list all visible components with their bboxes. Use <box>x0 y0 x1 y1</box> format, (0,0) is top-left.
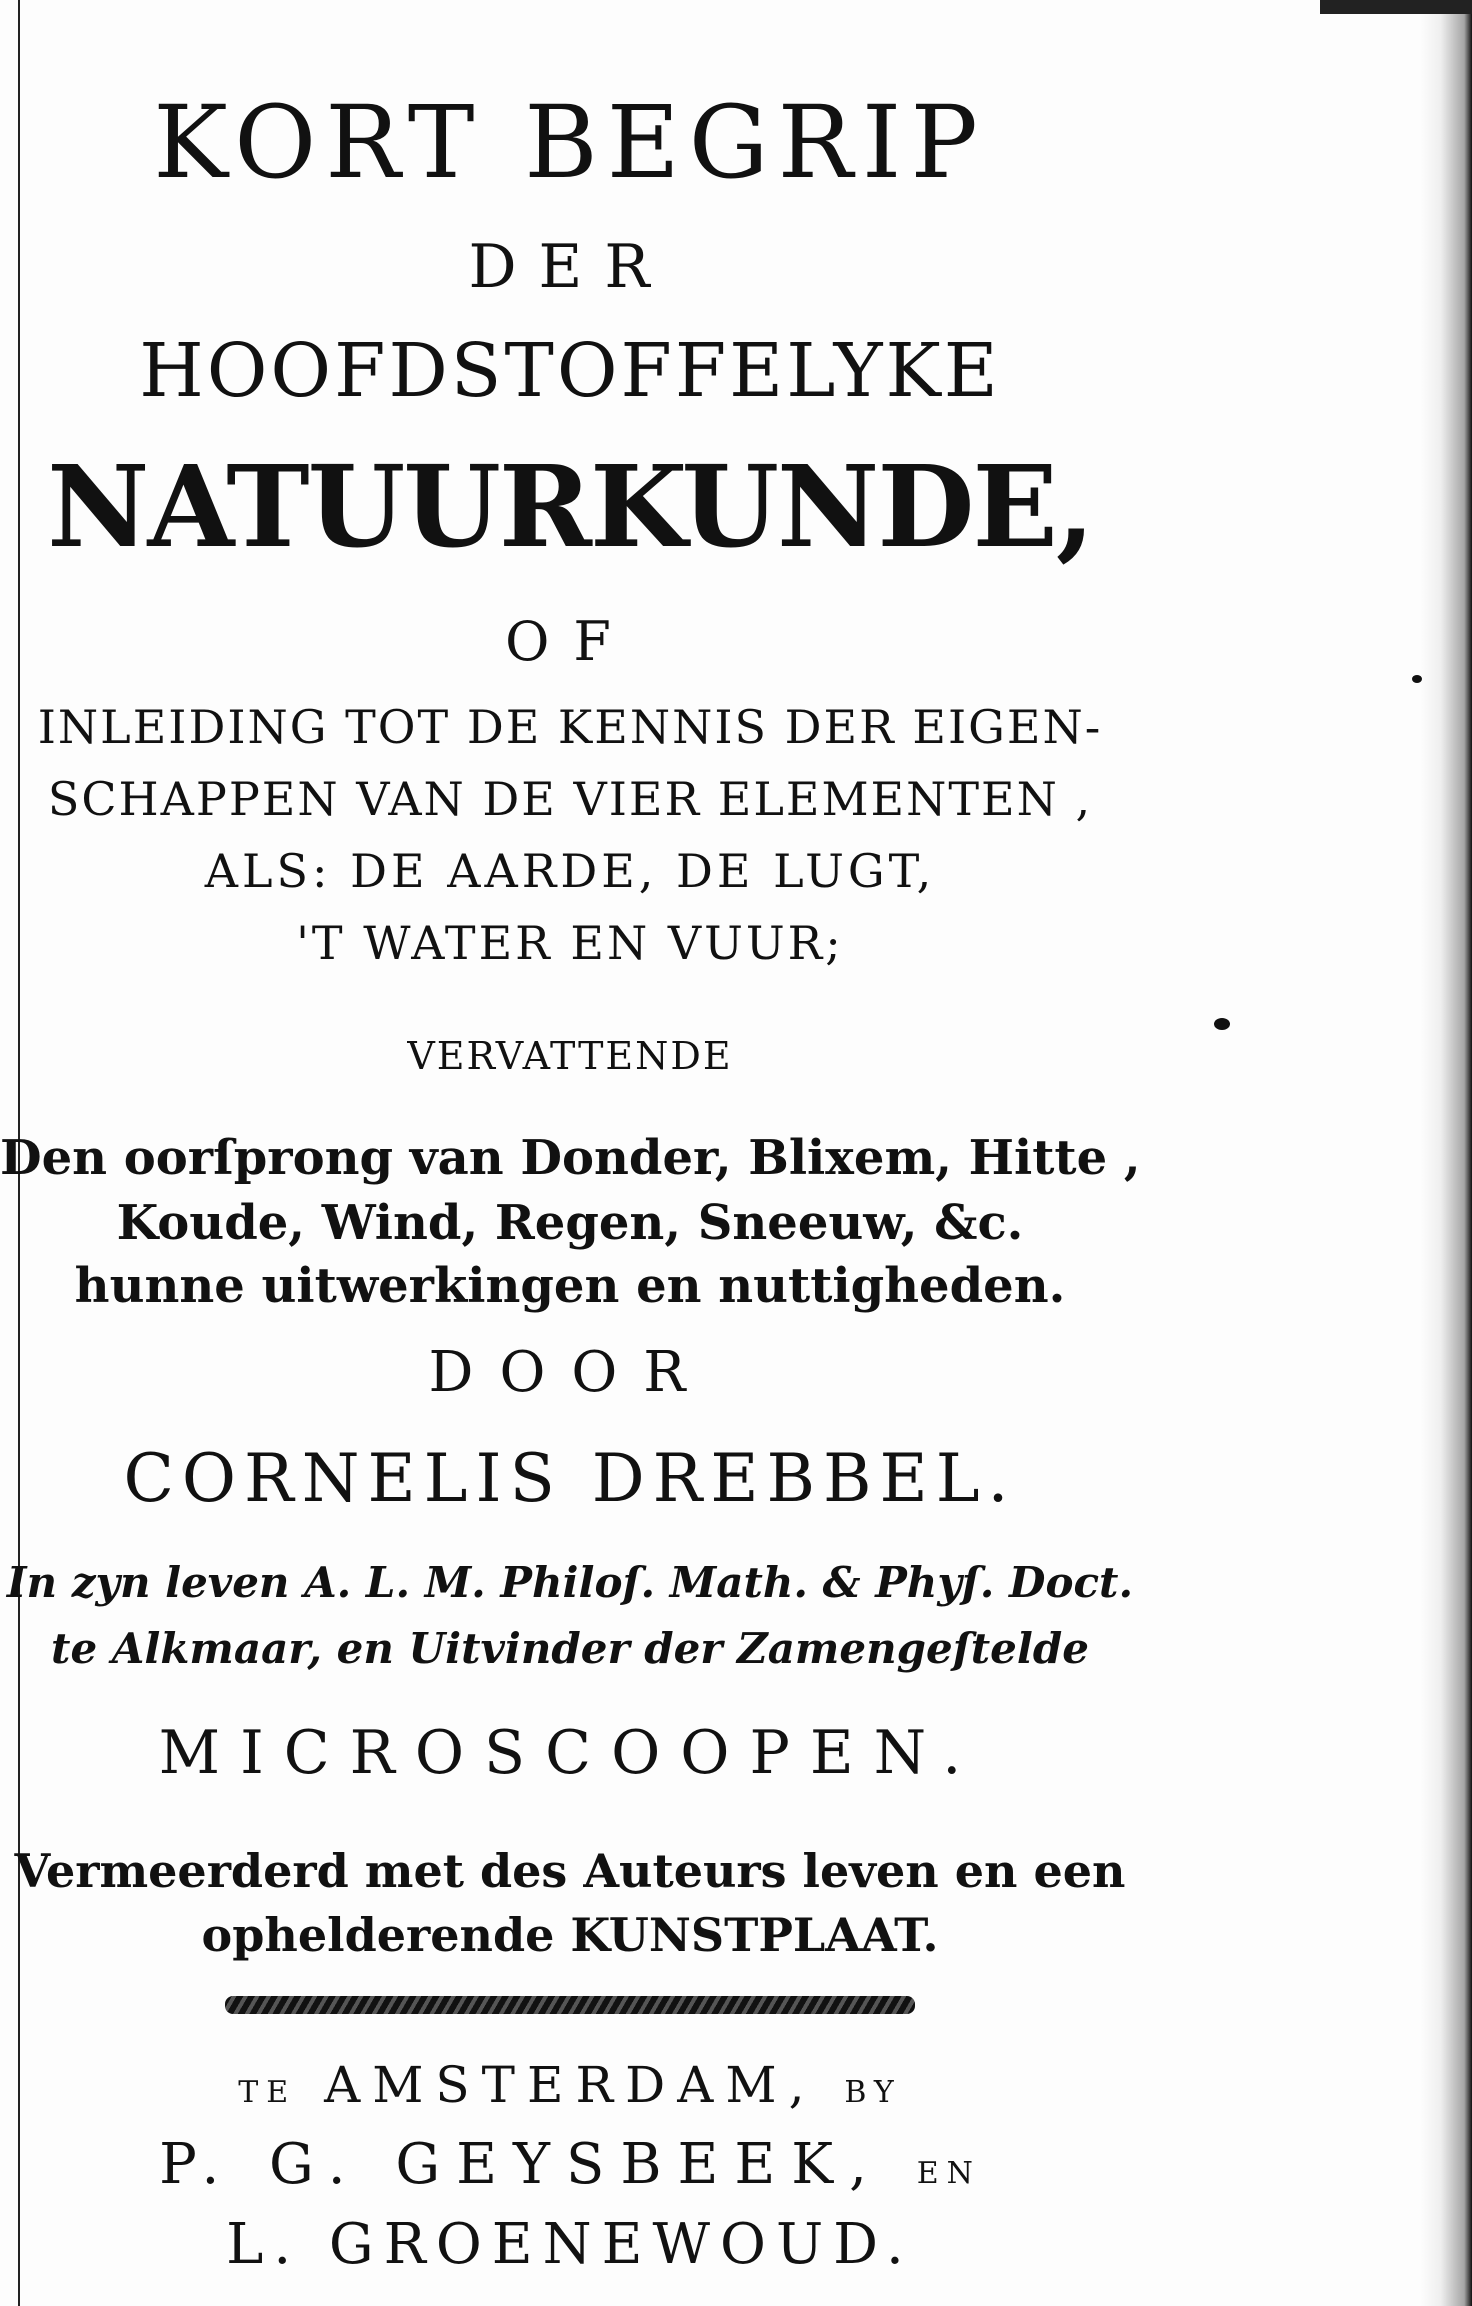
subtitle-line-2: SCHAPPEN VAN DE VIER ELEMENTEN , <box>47 772 1093 826</box>
imprint-by: BY <box>844 2075 902 2110</box>
ornamental-rule <box>225 1996 915 2014</box>
description-line-2: Koude, Wind, Regen, Sneeuw, &c. <box>116 1195 1024 1251</box>
author-name: CORNELIS DREBBEL. <box>123 1440 1017 1517</box>
subtitle-line-4: 'T WATER EN VUUR; <box>296 916 844 970</box>
vervattende-heading: VERVATTENDE <box>407 1034 733 1078</box>
title-line-3: HOOFDSTOFFELYKE <box>139 328 1001 414</box>
imprint-publisher-2: L. GROENEWOUD. <box>226 2212 914 2277</box>
extended-line-2: ophelderende KUNSTPLAAT. <box>201 1908 939 1962</box>
page-edge-top <box>1320 0 1472 14</box>
imprint-publisher-1: P. G. GEYSBEEK, <box>159 2132 883 2197</box>
description-line-1: Den oorſprong van Donder, Blixem, Hitte , <box>0 1130 1141 1186</box>
title-line-5: OF <box>505 610 635 673</box>
imprint-line-2 <box>0 2132 1140 2197</box>
imprint-te: TE <box>238 2075 297 2110</box>
author-titles-line-1: In zyn leven A. L. M. Philoſ. Math. & Phyſ. Doct. <box>6 1558 1134 1607</box>
title-line-4: NATUURKUNDE, <box>47 442 1093 573</box>
author-titles-line-2: te Alkmaar, en Uitvinder der Zamengeſtelde <box>51 1624 1089 1673</box>
title-line-1: KORT BEGRIP <box>153 84 987 201</box>
ink-speck <box>1412 675 1422 683</box>
page-edge-shadow <box>1420 0 1472 2306</box>
imprint-line-1 <box>0 2056 1140 2114</box>
door-heading: DOOR <box>428 1340 712 1405</box>
imprint-en: EN <box>916 2156 981 2191</box>
subtitle-line-3: ALS: DE AARDE, DE LUGT, <box>204 844 936 898</box>
microscopen-heading: MICROSCOOPEN. <box>158 1718 982 1788</box>
title-line-2: DER <box>468 232 672 302</box>
subtitle-line-1: INLEIDING TOT DE KENNIS DER EIGEN- <box>37 700 1103 754</box>
extended-line-1: Vermeerderd met des Auteurs leven en een <box>14 1844 1126 1898</box>
ink-speck <box>1214 1018 1230 1030</box>
description-line-3: hunne uitwerkingen en nuttigheden. <box>74 1258 1066 1314</box>
imprint-city: AMSTERDAM, <box>324 2056 817 2114</box>
